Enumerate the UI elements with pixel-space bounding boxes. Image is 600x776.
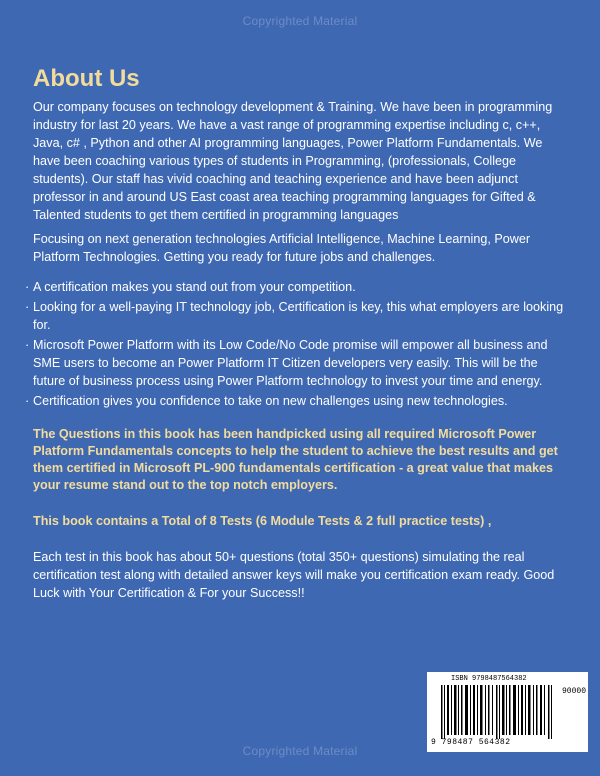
copyright-watermark-top: Copyrighted Material <box>242 14 358 28</box>
highlight-paragraph: The Questions in this book has been handpicked using all required Microsoft Power Platform Fundamentals concepts to help the student to achieve the best results and get them certified in Microsoft PL-900 fundamentals certification - a great value that makes your resume stand out to the top notch employers. <box>33 427 558 492</box>
list-item: · Looking for a well-paying IT technology job, Certification is key, this what employers are looking for. <box>25 300 564 332</box>
tests-summary: This book contains a Total of 8 Tests (6 Module Tests & 2 full practice tests) , <box>33 514 492 528</box>
company-description: Our company focuses on technology development & Training. We have been in programming industry for last 20 years. We have a vast range of programming expertise including c, c++, Java, c# , Python and other AI programming languages, Power Platform Fundamentals. We have been coaching various types of students in Programming, (professionals, College students). Our staff has vivid coaching and teaching experience and have been adjunct professor in and around US East coast area teaching programming languages for Gifted & Talented students to get them certified in programming languages <box>33 100 553 222</box>
list-item: · Certification gives you confidence to take on new challenges using new technologies. <box>25 394 508 408</box>
copyright-watermark-bottom: Copyrighted Material <box>242 744 358 758</box>
price-code: 90000 <box>562 687 587 696</box>
bullet-icon: · <box>25 338 30 352</box>
focus-description: Focusing on next generation technologies Artificial Intelligence, Machine Learning, Power Platform Technologies. Getting you ready for future jobs and challenges. <box>33 232 531 264</box>
list-item: · A certification makes you stand out from your competition. <box>25 280 356 294</box>
page-title: About Us <box>33 65 140 92</box>
isbn-barcode <box>427 672 588 752</box>
closing-paragraph: Each test in this book has about 50+ questions (total 350+ questions) simulating the real certification test along with detailed answer keys will make you certification exam ready. Good Luck with Your Certification & For your Success!! <box>33 550 555 600</box>
bullet-icon: · <box>25 394 30 408</box>
list-item: · Microsoft Power Platform with its Low Code/No Code promise will empower all business and SME users to become an Power Platform IT Citizen developers very easily. This will be the future of business process using Power Platform technology to invest your time and energy. <box>25 338 548 388</box>
barcode-bars-icon <box>441 685 559 739</box>
isbn-label: ISBN 9798487564382 <box>451 675 527 683</box>
bullet-icon: · <box>25 300 30 314</box>
about-us-section <box>25 64 573 602</box>
benefits-list <box>25 278 573 410</box>
bullet-icon: · <box>25 280 30 294</box>
barcode-digits: 9 798487 564382 <box>431 738 511 747</box>
